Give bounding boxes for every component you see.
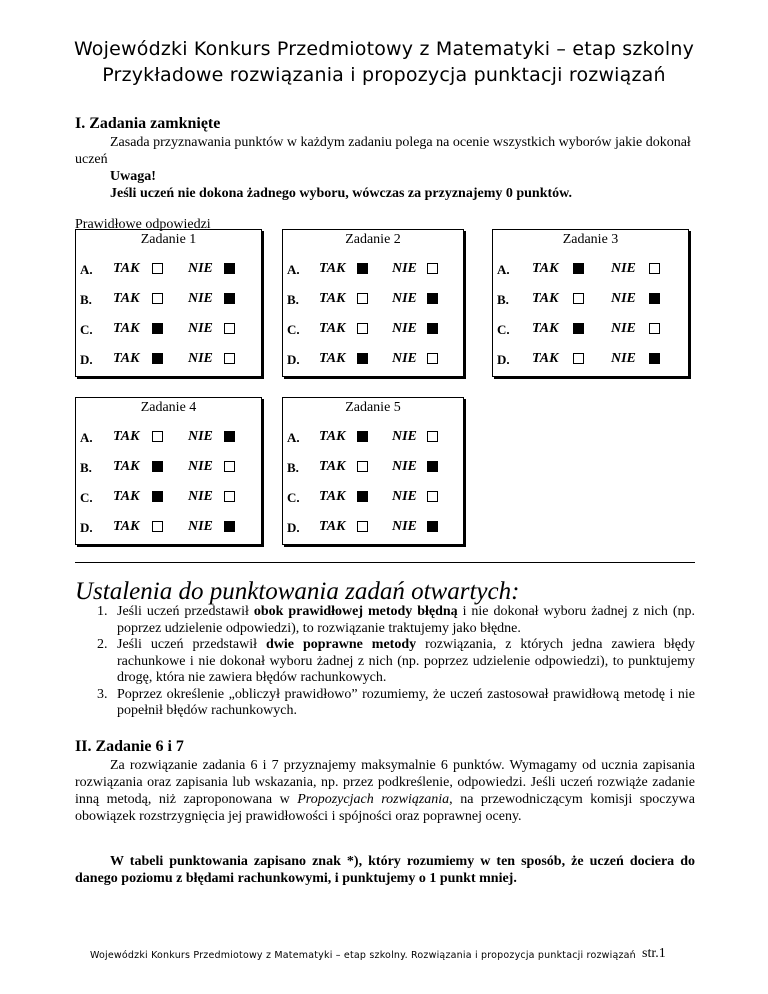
tak-empty-box — [357, 521, 368, 532]
section2-paragraph — [75, 757, 695, 825]
item-text: Poprzez określenie „obliczył prawidłowo” rozumiemy, że uczeń zastosował prawidłową metodę i nie popełnił błędów rachunkowych. — [117, 686, 695, 718]
answer-row — [76, 482, 261, 512]
para-text: Za rozwiązanie zadania 6 i 7 przyznajemy maksymalnie 6 punktów. Wymagamy od ucznia zapisania rozwiązania oraz zapisania lub wskazania, np. przez podkreślenie, odpowiedzi. Jeśli uczeń rozwiąże zadanie inną metodą, niż zaproponowana w — [75, 758, 695, 807]
nie-label: NIE — [188, 489, 213, 504]
answer-table-title: Zadanie 5 — [345, 400, 401, 415]
tak-label: TAK — [532, 351, 559, 366]
nie-label: NIE — [188, 429, 213, 444]
nie-label: NIE — [392, 291, 417, 306]
tak-empty-box — [573, 293, 584, 304]
tak-label: TAK — [319, 291, 346, 306]
nie-empty-box — [427, 491, 438, 502]
answer-row — [283, 344, 463, 374]
tak-label: TAK — [532, 321, 559, 336]
open-tasks-list — [97, 604, 695, 720]
tak-label: TAK — [113, 321, 140, 336]
answer-row — [493, 314, 688, 344]
nie-empty-box — [649, 323, 660, 334]
section1-note-label: Uwaga! — [110, 169, 156, 184]
tak-label: TAK — [319, 489, 346, 504]
nie-checked-box — [427, 521, 438, 532]
tak-label: TAK — [319, 351, 346, 366]
tak-label: TAK — [532, 261, 559, 276]
nie-empty-box — [224, 323, 235, 334]
tak-label: TAK — [113, 519, 140, 534]
tak-label: TAK — [113, 459, 140, 474]
item-number: 1. — [97, 604, 108, 619]
answer-row — [283, 284, 463, 314]
nie-checked-box — [427, 461, 438, 472]
answer-row — [76, 284, 261, 314]
answer-row-label: D. — [80, 520, 93, 535]
tak-label: TAK — [319, 261, 346, 276]
nie-label: NIE — [392, 459, 417, 474]
nie-label: NIE — [392, 321, 417, 336]
item-bold: obok prawidłowej metody błędną — [253, 604, 458, 619]
answer-row — [283, 482, 463, 512]
answer-row — [283, 314, 463, 344]
answer-row-label: D. — [80, 352, 93, 367]
answer-row — [76, 452, 261, 482]
answer-table — [492, 229, 689, 377]
tak-checked-box — [357, 491, 368, 502]
answer-row-label: B. — [287, 292, 299, 307]
header-title-line2: Przykładowe rozwiązania i propozycja punktacji rozwiązań — [102, 64, 666, 86]
nie-empty-box — [649, 263, 660, 274]
answer-row — [283, 254, 463, 284]
nie-empty-box — [427, 263, 438, 274]
nie-label: NIE — [188, 351, 213, 366]
answer-row-label: A. — [80, 262, 93, 277]
nie-label: NIE — [611, 321, 636, 336]
item-bold: dwie poprawne metody — [265, 637, 417, 652]
answer-table-title: Zadanie 4 — [140, 400, 197, 415]
nie-label: NIE — [188, 459, 213, 474]
tak-label: TAK — [113, 261, 140, 276]
answer-row-label: C. — [80, 322, 93, 337]
open-tasks-item — [97, 604, 695, 637]
tak-checked-box — [573, 263, 584, 274]
tak-checked-box — [152, 461, 163, 472]
answer-row-label: C. — [287, 490, 300, 505]
answer-table — [282, 397, 464, 545]
answer-row-label: C. — [497, 322, 510, 337]
tak-label: TAK — [319, 321, 346, 336]
answers-caption: Prawidłowe odpowiedzi — [75, 217, 211, 232]
tak-checked-box — [152, 491, 163, 502]
tak-empty-box — [357, 293, 368, 304]
tak-empty-box — [357, 461, 368, 472]
tak-label: TAK — [319, 519, 346, 534]
nie-label: NIE — [392, 261, 417, 276]
answer-table — [75, 397, 262, 545]
answer-table-title: Zadanie 2 — [345, 232, 401, 247]
answer-row-label: A. — [287, 430, 300, 445]
section2-title: II. Zadanie 6 i 7 — [75, 738, 184, 755]
answer-row-label: D. — [497, 352, 510, 367]
answer-row — [76, 314, 261, 344]
section1-note-text: Jeśli uczeń nie dokona żadnego wyboru, wówczas za przyznajemy 0 punktów. — [110, 186, 573, 201]
nie-checked-box — [224, 263, 235, 274]
answer-row — [493, 344, 688, 374]
nie-checked-box — [649, 353, 660, 364]
answer-row — [283, 452, 463, 482]
answer-table — [75, 229, 262, 377]
tak-label: TAK — [113, 429, 140, 444]
answer-row-label: D. — [287, 520, 300, 535]
section2-bold-note: W tabeli punktowania zapisano znak *), który rozumiemy w ten sposób, że uczeń dociera do danego poziomu z błędami rachunkowymi, i punktujemy o 1 punkt mniej. — [75, 854, 695, 886]
item-number: 3. — [97, 686, 108, 702]
answer-row-label: A. — [497, 262, 510, 277]
divider-line — [75, 562, 695, 563]
nie-checked-box — [427, 323, 438, 334]
tak-label: TAK — [532, 291, 559, 306]
answer-row — [283, 422, 463, 452]
tak-label: TAK — [113, 291, 140, 306]
answer-row-label: B. — [497, 292, 509, 307]
para-italic: Propozycjach rozwiązania — [297, 792, 450, 807]
tak-checked-box — [152, 323, 163, 334]
answer-row — [76, 344, 261, 374]
item-text: Jeśli uczeń przedstawił — [117, 604, 254, 619]
item-text: rozwiązania, z których jedna zawiera błędy rachunkowe i nie dokonał wyboru żadnej z nich (np. poprzez udzielenie odpowiedzi), to punktujemy drogę, która nie zawiera błędów rachunkowych. — [117, 637, 695, 685]
tak-checked-box — [357, 263, 368, 274]
answer-row-label: A. — [287, 262, 300, 277]
tak-empty-box — [573, 353, 584, 364]
nie-label: NIE — [392, 429, 417, 444]
nie-empty-box — [224, 491, 235, 502]
open-tasks-item — [97, 687, 695, 720]
tak-checked-box — [357, 431, 368, 442]
answer-row — [493, 254, 688, 284]
answer-row-label: C. — [287, 322, 300, 337]
nie-label: NIE — [188, 291, 213, 306]
section1-rule-text: Zasada przyznawania punktów w każdym zadaniu polega na ocenie wszystkich wyborów jakie dokonał uczeń — [75, 135, 691, 167]
section1-title: I. Zadania zamknięte — [75, 115, 221, 132]
answer-row-label: C. — [80, 490, 93, 505]
tak-checked-box — [357, 353, 368, 364]
item-number: 2. — [97, 637, 108, 652]
tak-checked-box — [573, 323, 584, 334]
tak-empty-box — [357, 323, 368, 334]
nie-empty-box — [427, 353, 438, 364]
nie-label: NIE — [392, 351, 417, 366]
tak-label: TAK — [113, 489, 140, 504]
footer-text: Wojewódzki Konkurs Przedmiotowy z Matematyki – etap szkolny. Rozwiązania i propozycja punktacji rozwiązań — [90, 950, 636, 961]
nie-label: NIE — [611, 351, 636, 366]
nie-checked-box — [224, 293, 235, 304]
answer-table-title: Zadanie 1 — [140, 232, 197, 247]
nie-label: NIE — [188, 321, 213, 336]
nie-label: NIE — [188, 519, 213, 534]
tak-empty-box — [152, 521, 163, 532]
tak-empty-box — [152, 431, 163, 442]
answer-row-label: B. — [80, 292, 92, 307]
para-text: , na przewodniczącym komisji spoczywa obowiązek rozstrzygnięcia jej prawidłowości i spójności oraz poprawnej oceny. — [75, 792, 695, 824]
page-number: str.1 — [642, 946, 666, 961]
header-title-line1: Wojewódzki Konkurs Przedmiotowy z Matematyki – etap szkolny — [73, 38, 695, 60]
tak-empty-box — [152, 263, 163, 274]
nie-checked-box — [224, 431, 235, 442]
item-text: i nie dokonał wyboru żadnej z nich (np. poprzez udzielenie odpowiedzi), to rozwiązanie traktujemy jako błędne. — [117, 604, 695, 636]
nie-label: NIE — [392, 489, 417, 504]
open-tasks-title: Ustalenia do punktowania zadań otwartych: — [75, 578, 520, 605]
nie-checked-box — [649, 293, 660, 304]
answer-table-title: Zadanie 3 — [562, 232, 619, 247]
nie-checked-box — [427, 293, 438, 304]
answer-row-label: B. — [80, 460, 92, 475]
nie-empty-box — [224, 461, 235, 472]
answer-row — [493, 284, 688, 314]
item-text: Jeśli uczeń przedstawił — [117, 637, 266, 652]
nie-label: NIE — [392, 519, 417, 534]
answer-row — [283, 512, 463, 542]
answer-table — [282, 229, 464, 377]
answer-row-label: A. — [80, 430, 93, 445]
nie-label: NIE — [611, 261, 636, 276]
nie-checked-box — [224, 521, 235, 532]
nie-empty-box — [224, 353, 235, 364]
open-tasks-item — [97, 637, 695, 687]
tak-label: TAK — [113, 351, 140, 366]
nie-empty-box — [427, 431, 438, 442]
tak-checked-box — [152, 353, 163, 364]
answer-row — [76, 254, 261, 284]
answer-row-label: B. — [287, 460, 299, 475]
answer-row-label: D. — [287, 352, 300, 367]
nie-label: NIE — [611, 291, 636, 306]
tak-label: TAK — [319, 459, 346, 474]
answer-row — [76, 422, 261, 452]
tak-label: TAK — [319, 429, 346, 444]
tak-empty-box — [152, 293, 163, 304]
answer-row — [76, 512, 261, 542]
nie-label: NIE — [188, 261, 213, 276]
